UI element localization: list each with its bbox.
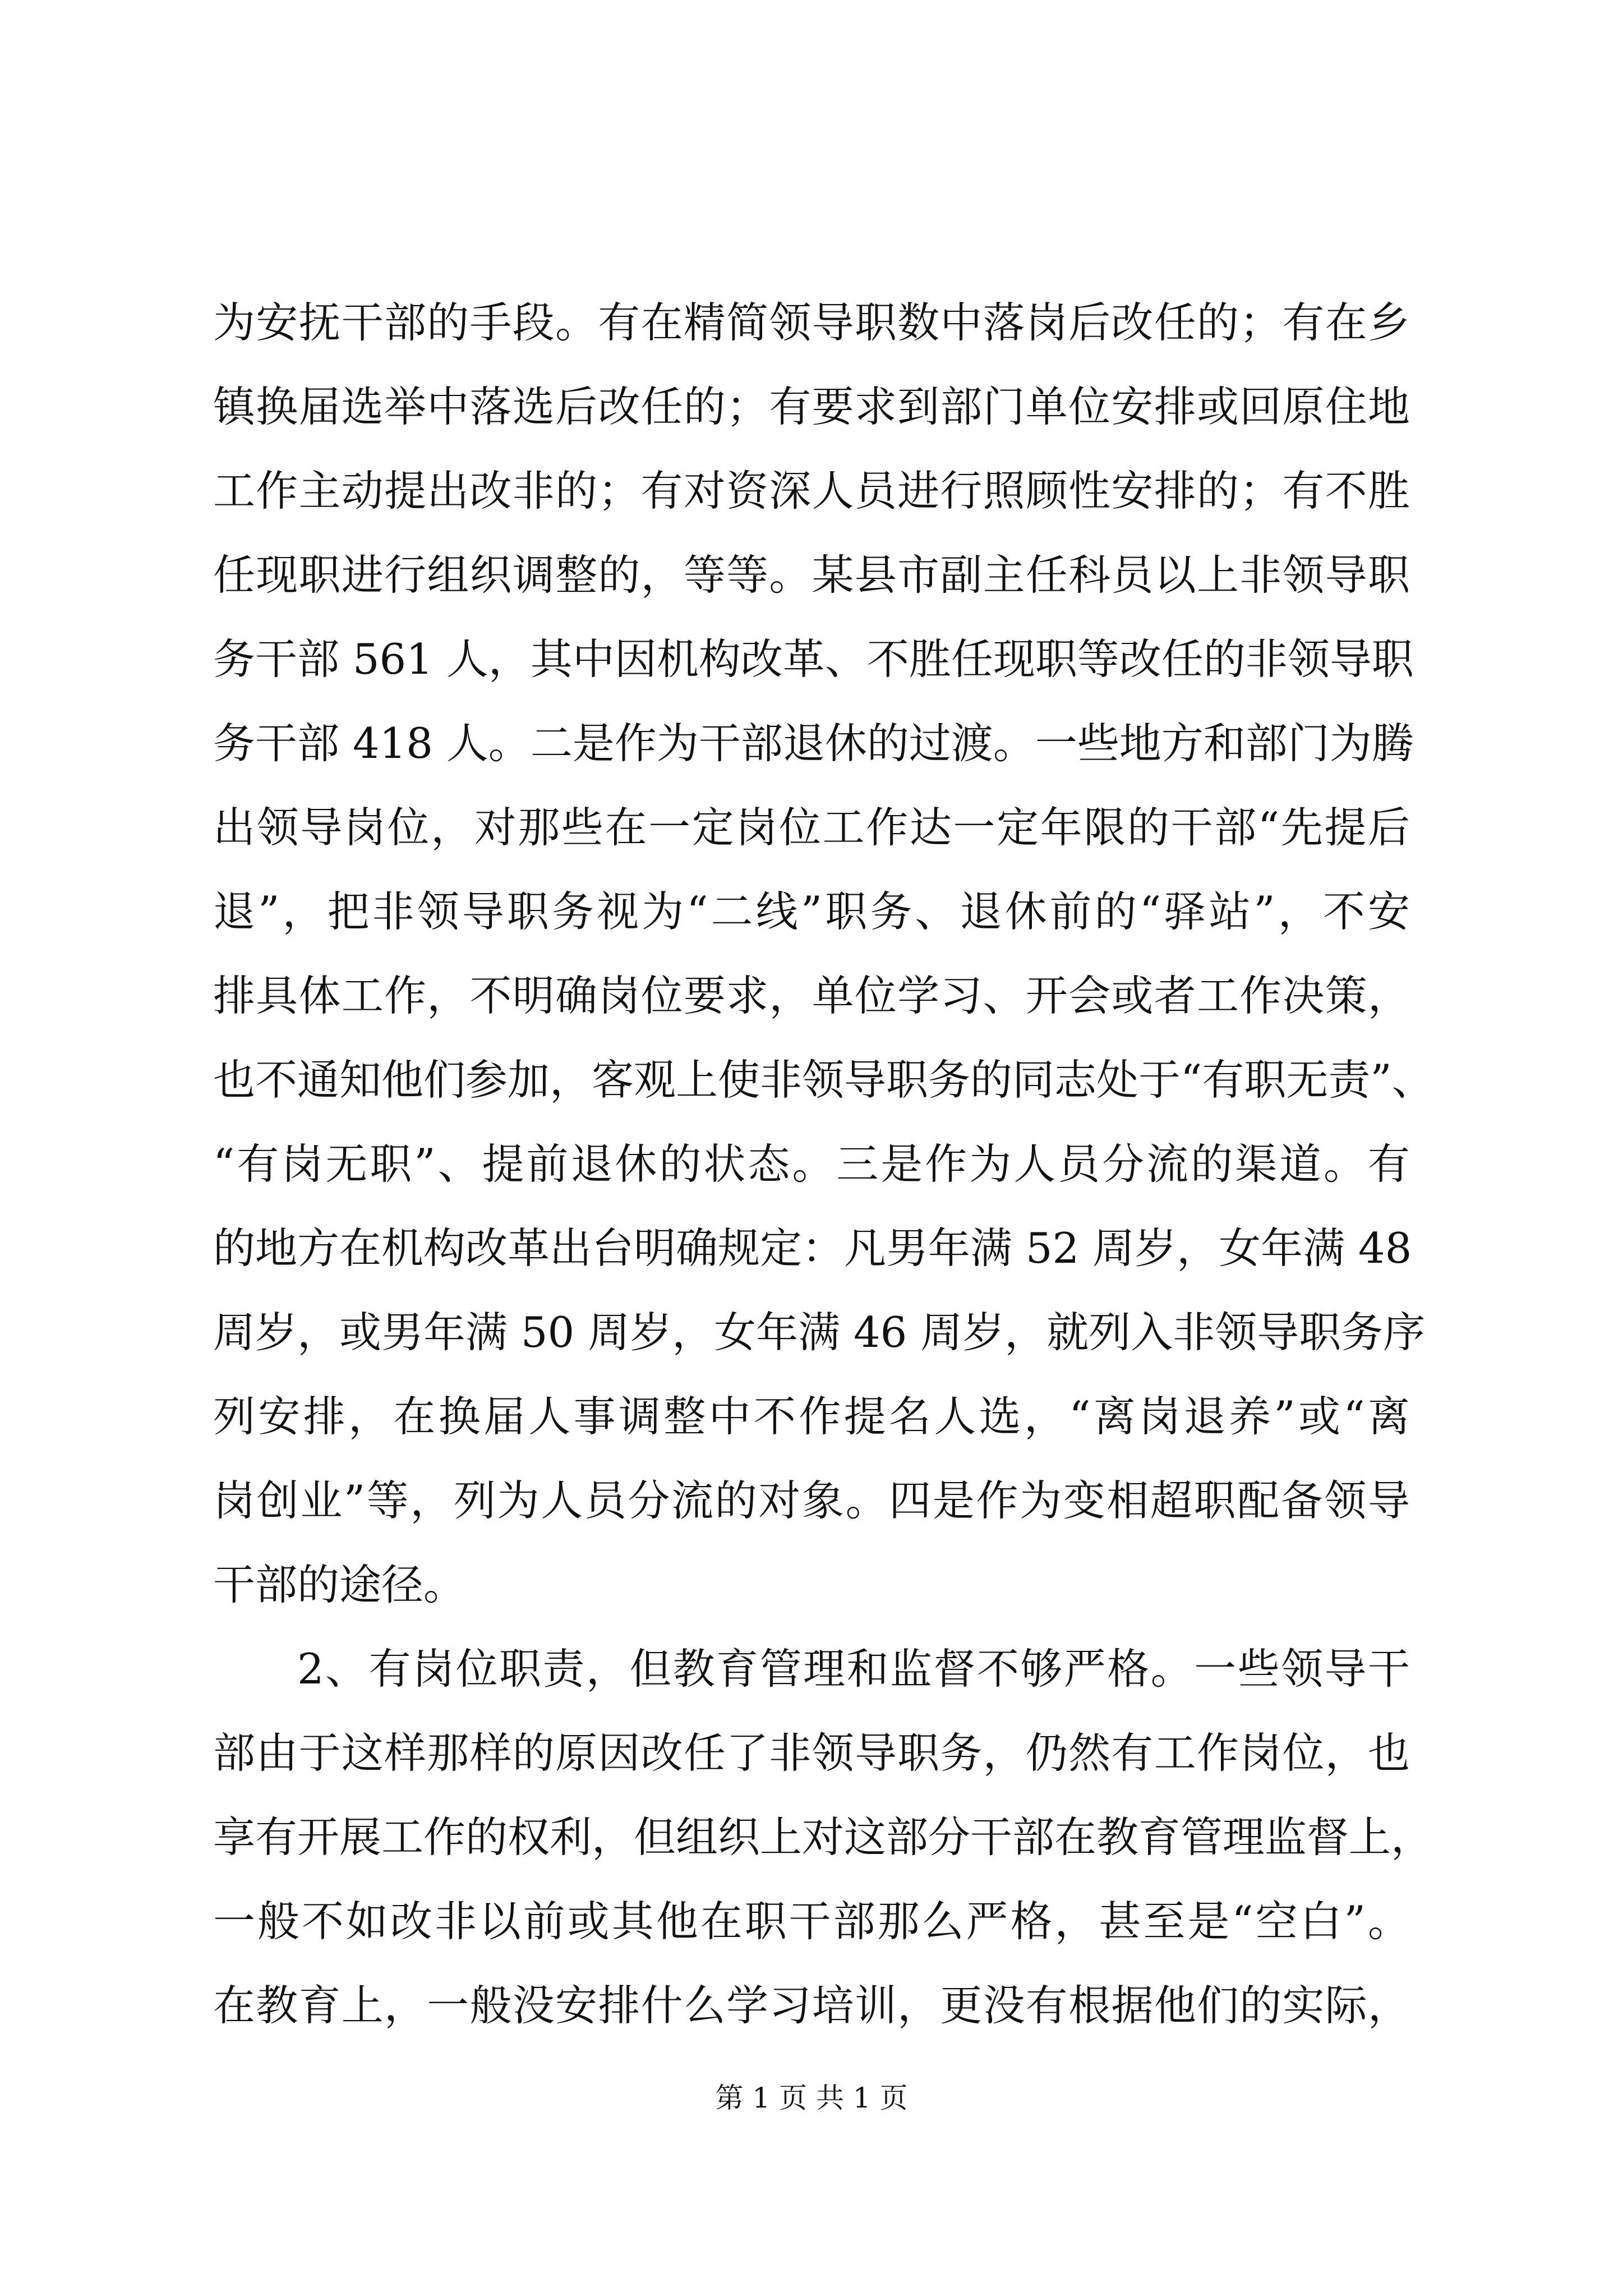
text-line: 列安排，在换届人事调整中不作提名人选，“离岗退养”或“离 <box>213 1392 1410 1441</box>
text-line: 排具体工作，不明确岗位要求，单位学习、开会或者工作决策， <box>213 971 1410 1020</box>
text-line: 镇换届选举中落选后改任的；有要求到部门单位安排或回原住地 <box>213 382 1410 431</box>
text-line: 工作主动提出改非的；有对资深人员进行照顾性安排的；有不胜 <box>213 466 1410 516</box>
text-line: 也不通知他们参加，客观上使非领导职务的同志处于“有职无责”、 <box>213 1055 1434 1105</box>
text-line: 享有开展工作的权利，但组织上对这部分干部在教育管理监督上， <box>213 1812 1433 1862</box>
text-line: 退”，把非领导职务视为“二线”职务、退休前的“驿站”，不安 <box>213 887 1410 936</box>
text-line: 出领导岗位，对那些在一定岗位工作达一定年限的干部“先提后 <box>213 803 1410 852</box>
text-line: 的地方在机构改革出台明确规定：凡男年满 52 周岁，女年满 48 <box>213 1223 1412 1273</box>
text-line: 周岁，或男年满 50 周岁，女年满 46 周岁，就列入非领导职务序 <box>213 1308 1426 1357</box>
page-number-footer: 第 1 页 共 1 页 <box>715 2082 908 2114</box>
text-line: 在教育上，一般没安排什么学习培训，更没有根据他们的实际， <box>213 1981 1410 2030</box>
text-line: 为安抚干部的手段。有在精简领导职数中落岗后改任的；有在乡 <box>213 298 1410 347</box>
text-line: 一般不如改非以前或其他在职干部那么严格，甚至是“空白”。 <box>213 1897 1410 1946</box>
text-line: 岗创业”等，列为人员分流的对象。四是作为变相超职配备领导 <box>213 1476 1410 1525</box>
document-body <box>213 280 1434 2047</box>
text-line: 务干部 561 人，其中因机构改革、不胜任现职等改任的非领导职 <box>213 634 1414 684</box>
paragraph-heading-line: 2、有岗位职责，但教育管理和监督不够严格。一些领导干 <box>297 1644 1410 1694</box>
text-line: 部由于这样那样的原因改任了非领导职务，仍然有工作岗位，也 <box>213 1728 1410 1778</box>
text-line: 任现职进行组织调整的，等等。某县市副主任科员以上非领导职 <box>213 550 1410 600</box>
text-line: 干部的途径。 <box>213 1560 466 1609</box>
text-line: “有岗无职”、提前退休的状态。三是作为人员分流的渠道。有 <box>213 1139 1410 1189</box>
text-line: 务干部 418 人。二是作为干部退休的过渡。一些地方和部门为腾 <box>213 719 1414 768</box>
